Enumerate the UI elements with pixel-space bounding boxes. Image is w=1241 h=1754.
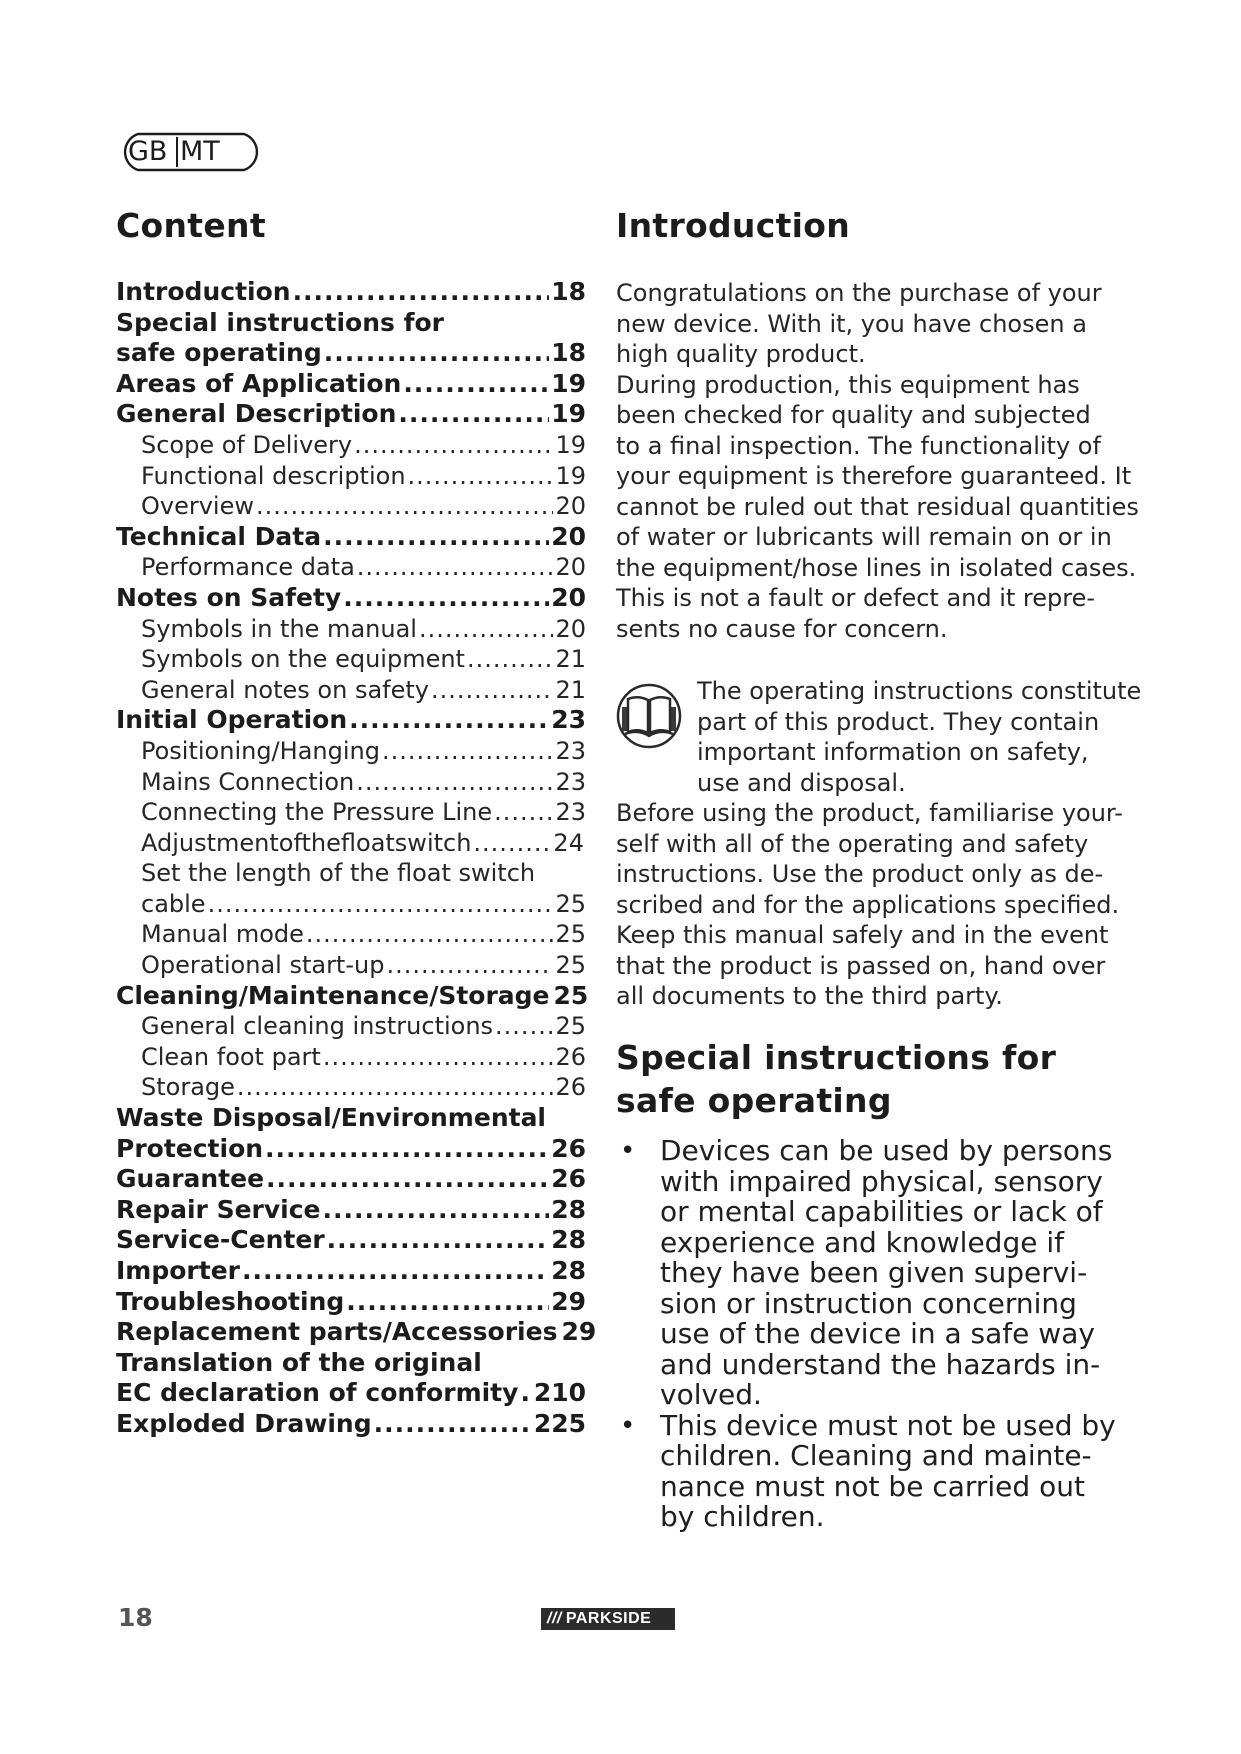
toc-entry-page: 20: [555, 614, 586, 643]
toc-entry-title: General Description: [116, 399, 397, 429]
intro-line: During production, this equipment has: [616, 370, 1080, 399]
intro-line: been checked for quality and subjected: [616, 401, 1091, 429]
toc-entry-title: Repair Service: [116, 1194, 321, 1224]
toc-entry: [116, 1348, 586, 1379]
toc-entry-title: Notes on Safety: [116, 582, 342, 612]
toc-entry-title: Clean foot part: [141, 1042, 321, 1071]
toc-entry: [116, 1103, 586, 1134]
toc-entry: [116, 858, 586, 889]
toc-entry: [116, 1409, 586, 1440]
toc-entry-title: Service-Center: [116, 1225, 325, 1255]
toc-leader-dots: [494, 797, 553, 828]
toc-entry-title: Storage: [141, 1073, 235, 1102]
toc-entry-title: Initial Operation: [116, 705, 348, 735]
bullet-icon: •: [620, 1136, 636, 1166]
toc-entry-page: 26: [551, 1133, 586, 1163]
toc-leader-dots: [467, 644, 554, 675]
toc-entry-title: Mains Connection: [141, 767, 355, 796]
note-line: important information on safety,: [697, 738, 1089, 766]
bullet-line: or mental capabilities or lack of: [660, 1195, 1103, 1228]
list-item: [618, 1134, 1113, 1411]
safety-bullet-list: [618, 1134, 1116, 1533]
toc-entry-page: 25: [555, 889, 586, 918]
toc-entry-title: Performance data: [141, 553, 355, 582]
toc-leader-dots: [237, 1072, 554, 1103]
bullet-line: they have been given supervi-: [660, 1256, 1088, 1289]
toc-entry-title: General notes on safety: [141, 675, 429, 704]
toc-entry: [116, 889, 586, 920]
toc-entry-page: 19: [555, 430, 586, 459]
bullet-line: This device must not be used by: [660, 1408, 1116, 1442]
toc-entry: [116, 644, 586, 675]
bullet-line: experience and knowledge if: [660, 1225, 1064, 1259]
toc-entry-page: 18: [551, 338, 586, 368]
toc-entry-page: 25: [555, 951, 586, 980]
special-heading-line: safe operating: [616, 1081, 892, 1120]
toc-entry-title: Scope of Delivery: [141, 430, 353, 459]
operating-instructions-note: [697, 676, 1141, 798]
toc-entry-page: 19: [551, 368, 586, 398]
toc-entry: [116, 399, 586, 430]
toc-entry-title: Troubleshooting: [116, 1286, 345, 1316]
toc-entry-page: 28: [551, 1194, 586, 1224]
toc-entry-title: Adjustmentofthefloatswitch: [141, 828, 472, 857]
toc-entry: [116, 950, 586, 981]
toc-entry-page: 25: [555, 1012, 586, 1041]
toc-entry-title: Introduction: [116, 277, 291, 306]
intro-line: high quality product.: [616, 340, 866, 368]
toc-entry-page: 25: [555, 920, 586, 949]
toc-entry: [116, 614, 586, 645]
toc-entry: [116, 705, 586, 736]
toc-entry-page: 28: [551, 1256, 586, 1285]
toc-leader-dots: [327, 1225, 550, 1256]
toc-entry-page: 28: [551, 1225, 586, 1255]
intro-line: your equipment is therefore guaranteed. It: [616, 462, 1132, 490]
intro-line: cannot be ruled out that residual quantities: [616, 492, 1139, 521]
toc-entry: [116, 338, 586, 369]
toc-entry: [116, 736, 586, 767]
toc-leader-dots: [357, 552, 554, 583]
toc-entry-page: 20: [555, 492, 586, 521]
toc-entry-page: 26: [555, 1042, 586, 1071]
bullet-icon: •: [620, 1410, 636, 1441]
toc-entry-page: 23: [555, 767, 586, 796]
toc-leader-dots: [323, 1195, 550, 1226]
usage-line: all documents to the third party.: [616, 982, 1003, 1010]
toc-entry: [116, 583, 586, 614]
toc-entry-page: 20: [555, 553, 586, 582]
toc-leader-dots: [343, 583, 549, 614]
usage-line: that the product is passed on, hand over: [616, 951, 1106, 980]
toc-entry-title: Operational start-up: [141, 951, 385, 980]
toc-leader-dots: [495, 1011, 553, 1042]
toc-leader-dots: [346, 1287, 549, 1318]
toc-entry-title: Importer: [116, 1256, 240, 1285]
toc-leader-dots: [374, 1409, 532, 1440]
table-of-contents: [116, 277, 597, 1440]
toc-entry-page: 19: [555, 461, 586, 490]
bullet-line: nance must not be carried out: [660, 1469, 1085, 1503]
note-line: The operating instructions constitute: [697, 677, 1142, 705]
bullet-line: and understand the hazards in-: [660, 1347, 1101, 1381]
toc-entry: [116, 308, 586, 339]
toc-entry-page: 29: [561, 1317, 597, 1347]
toc-entry-title: Protection: [116, 1133, 264, 1163]
toc-entry-title: Guarantee: [116, 1164, 265, 1194]
toc-entry-title: Symbols in the manual: [141, 614, 417, 643]
toc-entry-title: Functional description: [141, 461, 406, 490]
toc-entry-page: 21: [555, 645, 586, 674]
toc-entry-page: 26: [551, 1164, 586, 1194]
toc-entry: [116, 1256, 586, 1287]
usage-line: scribed and for the applications specified.: [616, 890, 1120, 919]
toc-entry-title: Positioning/Hanging: [141, 736, 380, 765]
toc-entry-title: cable: [141, 889, 206, 918]
toc-entry-page: 210: [533, 1378, 586, 1408]
usage-line: self with all of the operating and safety: [616, 829, 1089, 858]
toc-entry: [116, 369, 586, 400]
bullet-line: use of the device in a safe way: [660, 1317, 1095, 1350]
toc-leader-dots: [356, 767, 553, 798]
toc-entry: [116, 1195, 586, 1226]
toc-leader-dots: [349, 705, 549, 736]
toc-entry: [116, 461, 586, 492]
toc-entry: [116, 1134, 586, 1165]
toc-entry-page: 23: [551, 705, 586, 735]
toc-entry-title: Exploded Drawing: [116, 1408, 372, 1438]
toc-entry: [116, 491, 586, 522]
bullet-line: sion or instruction concerning: [660, 1286, 1077, 1320]
usage-line: instructions. Use the product only as de-: [616, 860, 1104, 888]
toc-leader-dots: [419, 614, 554, 645]
toc-entry-page: 29: [551, 1286, 586, 1316]
intro-line: of water or lubricants will remain on or in: [616, 523, 1112, 551]
toc-entry: [116, 1287, 586, 1318]
toc-entry-title: Set the length of the float switch: [141, 859, 536, 888]
usage-line: Before using the product, familiarise your-: [616, 799, 1123, 827]
toc-entry-title: Overview: [141, 492, 254, 521]
toc-entry-title: safe operating: [116, 338, 322, 368]
toc-entry-title: Technical Data: [116, 521, 322, 551]
toc-entry-title: Translation of the original: [116, 1347, 482, 1377]
toc-leader-dots: [323, 1042, 554, 1073]
bullet-line: volved.: [660, 1378, 762, 1411]
toc-leader-dots: [324, 338, 549, 369]
toc-entry-page: 18: [551, 277, 586, 306]
toc-entry-title: Cleaning/Maintenance/Storage: [116, 980, 550, 1010]
toc-entry-title: Areas of Application: [116, 368, 402, 398]
toc-leader-dots: [398, 399, 549, 430]
toc-leader-dots: [520, 1378, 531, 1409]
toc-leader-dots: [208, 889, 554, 920]
toc-entry-title: Special instructions for: [116, 307, 444, 337]
toc-leader-dots: [242, 1256, 549, 1287]
language-badge: [116, 131, 266, 173]
toc-entry: [116, 980, 589, 1012]
toc-leader-dots: [323, 522, 549, 553]
intro-line: new device. With it, you have chosen a: [616, 309, 1087, 338]
bullet-line: Devices can be used by persons: [660, 1134, 1113, 1167]
toc-entry: [116, 828, 586, 859]
introduction-text: [616, 278, 1139, 644]
list-item: [618, 1408, 1116, 1533]
bullet-line: with impaired physical, sensory: [660, 1164, 1103, 1198]
toc-leader-dots: [354, 430, 553, 461]
toc-entry-title: Connecting the Pressure Line: [141, 798, 493, 827]
toc-entry: [116, 1011, 586, 1042]
brand-mark: ///: [547, 1610, 562, 1627]
intro-line: This is not a fault or defect and it repre-: [616, 584, 1096, 612]
bullet-line: by children.: [660, 1500, 825, 1533]
toc-leader-dots: [473, 828, 551, 859]
toc-entry-page: 23: [555, 736, 586, 765]
toc-leader-dots: [266, 1164, 549, 1195]
toc-entry-title: Manual mode: [141, 920, 304, 949]
toc-entry: [116, 1378, 586, 1409]
toc-entry-page: 24: [553, 828, 584, 857]
brand-name: PARKSIDE: [565, 1610, 652, 1627]
toc-entry: [116, 1164, 586, 1195]
toc-entry-page: 21: [555, 675, 586, 704]
toc-leader-dots: [431, 675, 553, 706]
introduction-heading: Introduction: [616, 206, 851, 245]
intro-line: sents no cause for concern.: [616, 614, 948, 643]
special-heading-line: Special instructions for: [616, 1038, 1057, 1077]
toc-entry: [116, 1042, 586, 1073]
toc-entry: [116, 797, 586, 828]
toc-entry: [116, 522, 586, 553]
toc-entry: [116, 552, 586, 583]
toc-entry-title: EC declaration of conformity: [116, 1378, 519, 1408]
toc-entry: [116, 430, 586, 461]
toc-entry-page: 23: [555, 798, 586, 827]
toc-leader-dots: [256, 491, 553, 522]
toc-entry: [116, 1072, 586, 1103]
book-icon: [616, 683, 682, 749]
page-number: 18: [118, 1603, 153, 1632]
intro-line: to a final inspection. The functionality of: [616, 431, 1101, 460]
toc-entry-page: 19: [551, 399, 586, 429]
toc-entry: [116, 919, 586, 950]
toc-leader-dots: [403, 369, 549, 400]
language-code-mt: MT: [180, 136, 220, 167]
toc-entry: [116, 767, 586, 798]
language-code-gb: GB: [128, 136, 168, 167]
usage-line: Keep this manual safely and in the event: [616, 921, 1109, 949]
toc-leader-dots: [382, 736, 553, 767]
toc-entry-page: 20: [551, 582, 586, 612]
intro-line: the equipment/hose lines in isolated cases.: [616, 553, 1137, 582]
toc-leader-dots: [408, 461, 554, 492]
toc-entry-title: Replacement parts/Accessories: [116, 1317, 558, 1347]
brand-logo: [541, 1608, 675, 1630]
toc-entry-page: 225: [533, 1408, 586, 1438]
note-line: part of this product. They contain: [697, 707, 1100, 736]
toc-entry: [116, 1317, 597, 1348]
toc-leader-dots: [386, 950, 553, 981]
toc-entry-page: 20: [551, 521, 586, 551]
content-heading: Content: [116, 206, 266, 245]
intro-line: Congratulations on the purchase of your: [616, 279, 1102, 307]
note-line: use and disposal.: [697, 768, 906, 797]
toc-entry-title: Symbols on the equipment: [141, 645, 465, 674]
toc-entry-page: 25: [553, 980, 589, 1010]
usage-text: [616, 798, 1123, 1012]
toc-entry-page: 26: [555, 1073, 586, 1102]
special-instructions-heading: [616, 1036, 1056, 1122]
toc-leader-dots: [306, 919, 554, 950]
toc-entry: [116, 277, 586, 308]
toc-leader-dots: [293, 277, 550, 308]
bullet-line: children. Cleaning and mainte-: [660, 1439, 1092, 1472]
toc-entry: [116, 1225, 586, 1256]
toc-leader-dots: [265, 1134, 549, 1165]
toc-entry: [116, 675, 586, 706]
toc-entry-title: General cleaning instructions: [141, 1012, 494, 1041]
toc-entry-title: Waste Disposal/Environmental: [116, 1103, 547, 1133]
